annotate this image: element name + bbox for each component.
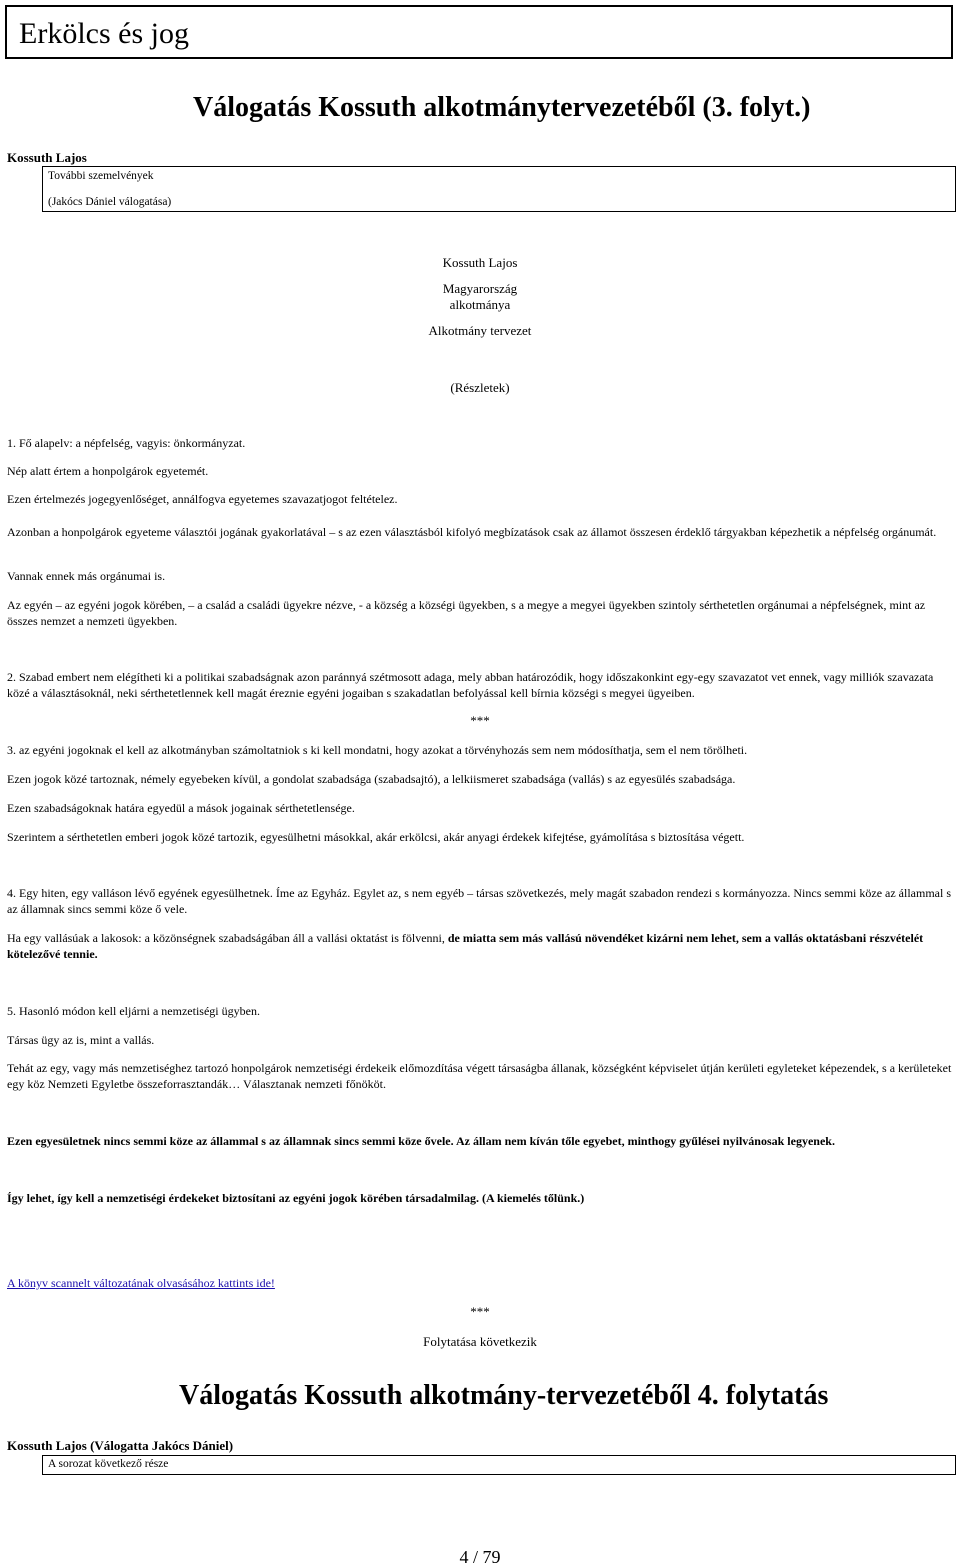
paragraph: 4. Egy hiten, egy valláson lévő egyének egyesülhetnek. Íme az Egyház. Egylet az, s nem egyéb – társas szövetkezés, mely magát szabadon rendezi s kormányozza. Nincs semmi köze az állammal s az államnak sincs semmi köze ő vele. — [7, 886, 951, 916]
paragraph-bold: Ezen egyesületnek nincs semmi köze az állammal s az államnak sincs semmi köze ővele. Az állam nem kíván tőle egyebet, minthogy gyűlései nyilvánosak legyenek. — [7, 1134, 835, 1148]
paragraph: 3. az egyéni jogoknak el kell az alkotmányban számoltatniok s ki kell mondatni, hogy azokat a törvényhozás sem nem módosíthatja, sem el nem törölheti. — [7, 743, 748, 757]
next-article-author: Kossuth Lajos (Válogatta Jakócs Dániel) — [7, 1438, 234, 1453]
separator: *** — [470, 713, 490, 728]
paragraph: Társas ügy az is, mint a vallás. — [7, 1033, 155, 1047]
article-title: Válogatás Kossuth alkotmánytervezetéből (3. folyt.) — [193, 92, 811, 123]
scanned-book-link[interactable]: A könyv scannelt változatának olvasásához kattints ide! — [7, 1276, 275, 1290]
paragraph: Ezen jogok közé tartoznak, némely egyebeken kívül, a gondolat szabadsága (szabadsajtó), a lelkiismeret szabadsága (vallás) s az egyesülés szabadsága. — [7, 772, 736, 786]
paragraph: Nép alatt értem a honpolgárok egyetemét. — [7, 464, 209, 478]
meta-line: További szemelvények — [48, 170, 154, 182]
article-meta-box — [42, 166, 956, 212]
site-title-box — [5, 5, 953, 59]
paragraph-bold: Így lehet, így kell a nemzetiségi érdekeket biztosítani az egyéni jogok körében társadalmilag. (A kiemelés tőlünk.) — [7, 1191, 585, 1205]
next-article-meta-box — [42, 1455, 956, 1475]
meta-line: A sorozat következő része — [48, 1458, 169, 1470]
paragraph: Szerintem a sérthetetlen emberi jogok közé tartozik, egyesülhetni másokkal, akár erkölcsi, akár anyagi érdekek kifejtése, gyámolítása s biztosítása végett. — [7, 830, 745, 844]
meta-line: (Jakócs Dániel válogatása) — [48, 196, 172, 208]
paragraph: 5. Hasonló módon kell eljárni a nemzetiségi ügyben. — [7, 1004, 260, 1018]
paragraph-mixed — [7, 930, 953, 962]
paragraph: Az egyén – az egyéni jogok körében, – a család a családi ügyekre nézve, - a község a községi ügyekben, s a megye a megyei ügyekben szintoly sérthetetlen orgánumai a népfelségnek, mint az összes nemzet a nemzeti ügyekben. — [7, 598, 926, 628]
center-country: Magyarország — [442, 281, 518, 296]
paragraph: Vannak ennek más orgánumai is. — [7, 569, 166, 583]
paragraph-plain-part: Ha egy vallásúak a lakosok: a közönségnek szabadságában áll a vallási oktatást is fölvenni, — [7, 931, 445, 945]
next-article-title: Válogatás Kossuth alkotmány-tervezetéből 4. folytatás — [179, 1380, 829, 1411]
center-author: Kossuth Lajos — [442, 255, 518, 270]
paragraph-bold-part: de miatta sem más vallású növendéket kizárni nem lehet, sem a vallás oktatásbani részvételét kötelezővé tennie. — [7, 931, 924, 961]
paragraph: Ezen értelmezés jogegyenlőséget, annálfogva egyetemes szavazatjogot feltételez. — [7, 492, 398, 506]
center-excerpts: (Részletek) — [450, 380, 510, 395]
paragraph: 1. Fő alapelv: a népfelség, vagyis: önkormányzat. — [7, 436, 246, 450]
paragraph: Ezen szabadságoknak határa egyedül a mások jogainak sérthetetlensége. — [7, 801, 355, 815]
continuation-note: Folytatása következik — [423, 1334, 537, 1349]
site-title: Erkölcs és jog — [19, 17, 189, 50]
paragraph: Azonban a honpolgárok egyeteme választói jogának gyakorlatával – s az ezen választásból kifolyó megbízatások csak az államot összesen érdeklő tárgyakban képezhetik a népfelség orgánumát. — [7, 525, 937, 539]
page-number: 4 / 79 — [459, 1547, 501, 1567]
article-author: Kossuth Lajos — [7, 150, 87, 165]
paragraph: Tehát az egy, vagy más nemzetiséghez tartozó honpolgárok nemzetiségi érdekeik előmozdítása végett társaságba állanak, községként képviselet útján kerületi egyleteket képezendek, s a kerületeket egy köz Nemzeti Egyletbe összeforrasztandák… Választanak nemzeti főnököt. — [7, 1061, 952, 1091]
separator: *** — [470, 1304, 490, 1319]
center-constitution: alkotmánya — [449, 297, 511, 312]
paragraph: 2. Szabad embert nem elégítheti ki a politikai szabadságnak azon paránnyá szétmosott adaga, mely abban határozódik, hogy időszakonkint egy-egy szavazatot vet ennek, vagy milliók szavazata közé a választásoknál, neki sérthetetlennek kell magát éreznie egyéni jogaiban s szakadatlan befolyással kell bírnia községi s megyei ügyeiben. — [7, 670, 934, 700]
center-draft: Alkotmány tervezet — [428, 323, 532, 338]
